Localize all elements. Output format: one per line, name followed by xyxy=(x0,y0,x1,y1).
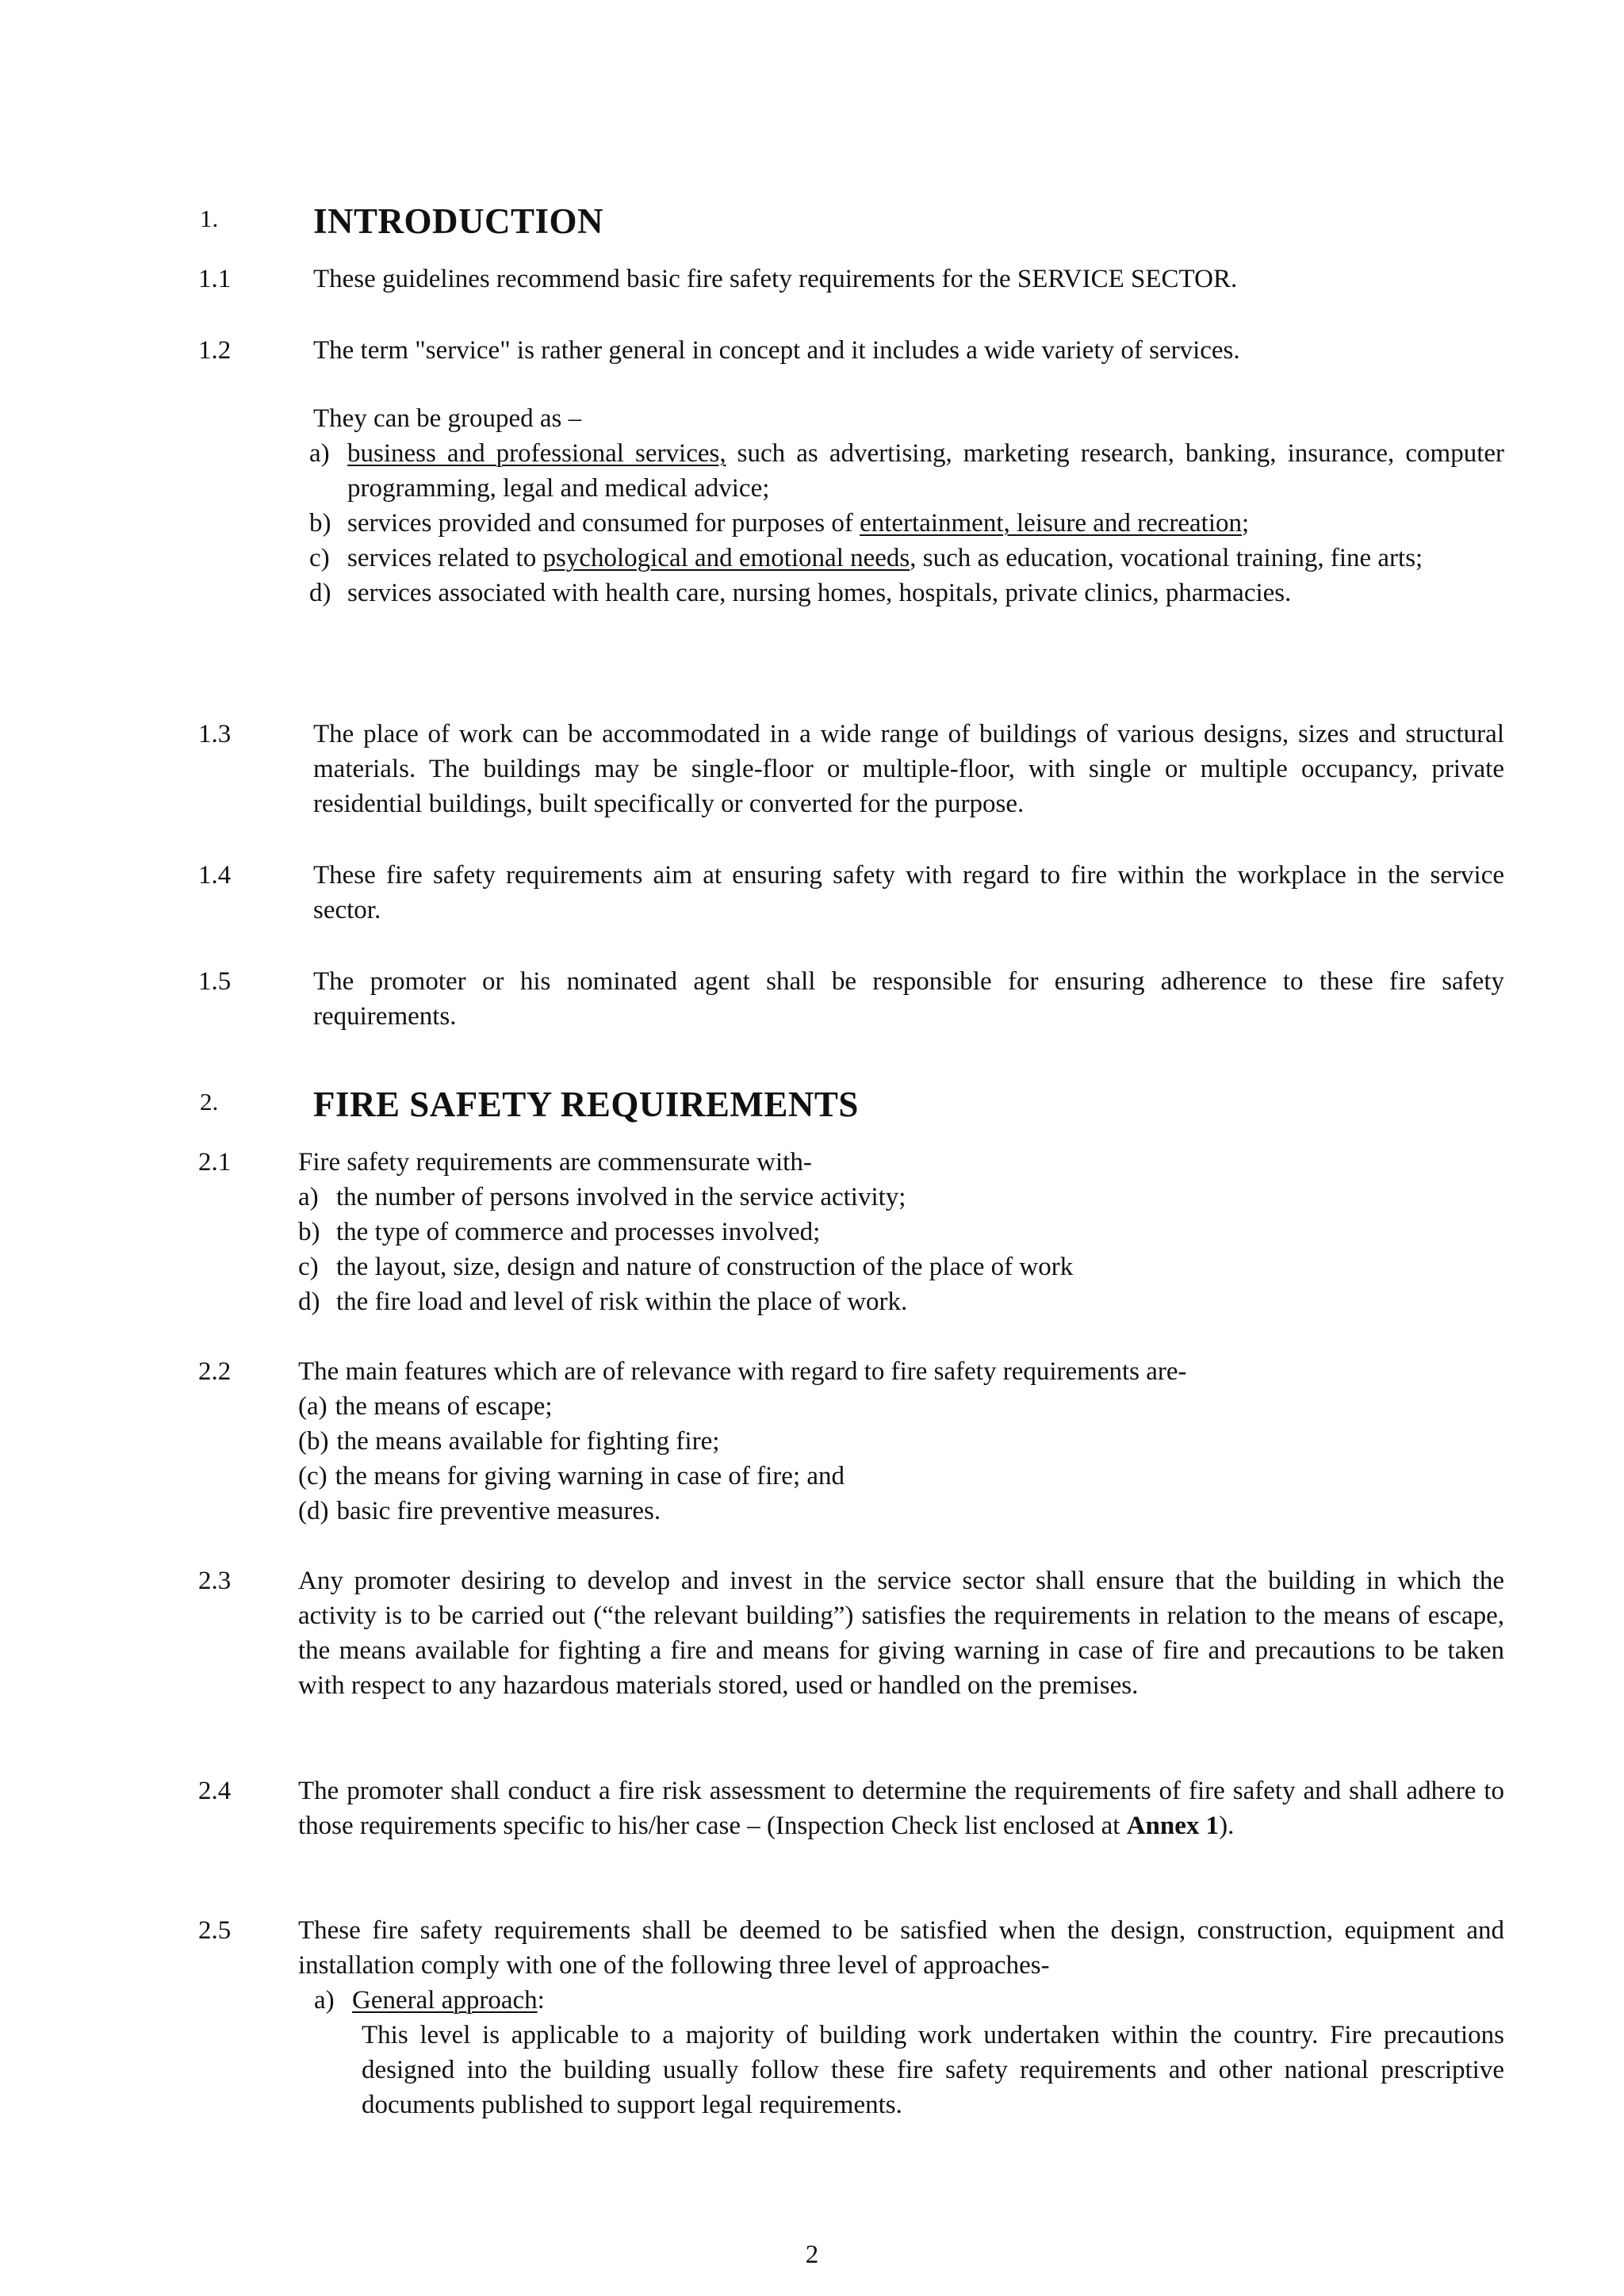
list-label: a) xyxy=(298,1183,319,1211)
paragraph xyxy=(313,964,1504,1034)
list-item xyxy=(298,1424,1504,1459)
para-number: 1.1 xyxy=(198,265,232,293)
para-number: 1.4 xyxy=(198,861,232,890)
paragraph-text: Fire safety requirements are commensurate with- xyxy=(298,1148,812,1177)
list-text: the means available for fighting fire; xyxy=(336,1427,720,1456)
section-title: INTRODUCTION xyxy=(313,201,604,241)
underlined-term: General approach xyxy=(352,1986,538,2015)
list-text-pre: services related to xyxy=(347,544,543,572)
para-number: 1.5 xyxy=(198,967,232,996)
list-text xyxy=(347,541,1504,576)
para-number: 2.4 xyxy=(198,1777,232,1805)
paragraph xyxy=(313,858,1504,928)
paragraph-text: Any promoter desiring to develop and invest in the service sector shall ensure that the building in which the activity is to be carried out (“the relevant building”) satisfies the requirements in relation to the means of escape, the means available for fighting a fire and means for giving warning in case of fire and precautions to be taken with respect to any hazardous materials stored, used or handled on the premises. xyxy=(298,1567,1504,1700)
paragraph xyxy=(313,717,1504,821)
paragraph-text: These guidelines recommend basic fire safety requirements for the SERVICE SECTOR. xyxy=(313,265,1238,293)
features-list xyxy=(298,1389,1504,1529)
paragraph-text: The place of work can be accommodated in a wide range of buildings of various designs, sizes and structural materials. The buildings may be single-floor or multiple-floor, with single or multiple occupancy, private residential buildings, built specifically or converted for the purpose. xyxy=(313,720,1504,818)
approaches-list xyxy=(314,1983,1504,2018)
para-number: 2.2 xyxy=(198,1357,232,1386)
list-item xyxy=(298,1215,1504,1249)
annex-reference: Annex 1 xyxy=(1126,1812,1220,1840)
list-label: b) xyxy=(309,509,331,538)
list-label: d) xyxy=(309,579,331,607)
paragraph xyxy=(313,333,1504,368)
paragraph xyxy=(298,1145,1504,1180)
underlined-term: business and professional services, xyxy=(347,439,726,468)
paragraph-text: The promoter or his nominated agent shall be responsible for ensuring adherence to these fire safety requirements. xyxy=(313,967,1504,1031)
list-text xyxy=(347,436,1504,506)
list-label: b) xyxy=(298,1218,320,1246)
para-number: 2.5 xyxy=(198,1916,232,1945)
list-text-rest: , such as education, vocational training, fine arts; xyxy=(910,544,1423,572)
approach-description xyxy=(362,2018,1504,2122)
list-label: c) xyxy=(298,1253,319,1281)
paragraph xyxy=(313,262,1504,297)
list-item xyxy=(298,1249,1504,1284)
list-text: services associated with health care, nursing homes, hospitals, private clinics, pharmacies. xyxy=(347,579,1292,607)
paragraph-text xyxy=(298,1774,1504,1843)
paragraph xyxy=(298,1913,1504,1983)
list-item xyxy=(309,436,1504,506)
list-item xyxy=(309,506,1504,541)
list-label: a) xyxy=(309,439,330,468)
list-text: the fire load and level of risk within the place of work. xyxy=(336,1288,908,1316)
paragraph xyxy=(298,1774,1504,1843)
paragraph-intro xyxy=(313,401,1504,436)
paragraph-text-tail: ). xyxy=(1219,1812,1235,1840)
paragraph xyxy=(298,1563,1504,1703)
list-text: the layout, size, design and nature of construction of the place of work xyxy=(336,1253,1074,1281)
list-text: the number of persons involved in the service activity; xyxy=(336,1183,906,1211)
list-text-rest: ; xyxy=(1242,509,1250,538)
para-number: 1.2 xyxy=(198,336,232,365)
paragraph xyxy=(298,1354,1504,1389)
list-text xyxy=(347,506,1504,541)
paragraph-text: The term "service" is rather general in concept and it includes a wide variety of services. xyxy=(313,336,1240,365)
underlined-term: entertainment, leisure and recreation xyxy=(860,509,1243,538)
list-item xyxy=(298,1180,1504,1215)
list-label: c) xyxy=(309,544,330,572)
list-text xyxy=(352,1983,1504,2018)
list-label: (a) xyxy=(298,1392,327,1421)
list-text-rest: : xyxy=(537,1986,545,2015)
paragraph-text-main: The promoter shall conduct a fire risk assessment to determine the requirements of fire safety and shall adhere to those requirements specific to his/her case – (Inspection Check list enclosed at xyxy=(298,1777,1504,1840)
list-label: (b) xyxy=(298,1427,329,1456)
list-item xyxy=(309,576,1504,610)
page-number: 2 xyxy=(805,2241,819,2269)
list-label: a) xyxy=(314,1986,335,2015)
list-text: the type of commerce and processes involved; xyxy=(336,1218,821,1246)
section-title: FIRE SAFETY REQUIREMENTS xyxy=(313,1085,859,1124)
section-number: 1. xyxy=(200,205,219,232)
list-text-rest: such as advertising, marketing research, banking, insurance, computer programming, legal and medical advice; xyxy=(347,439,1504,503)
list-item xyxy=(298,1284,1504,1319)
paragraph-text: These fire safety requirements shall be deemed to be satisfied when the design, construction, equipment and installation comply with one of the following three level of approaches- xyxy=(298,1916,1504,1980)
section-number: 2. xyxy=(200,1088,219,1115)
service-list xyxy=(309,436,1504,610)
list-label: d) xyxy=(298,1288,320,1316)
list-item xyxy=(314,1983,1504,2018)
underlined-term: psychological and emotional needs xyxy=(542,544,910,572)
list-item xyxy=(298,1389,1504,1424)
list-item xyxy=(298,1494,1504,1529)
para-number: 2.3 xyxy=(198,1567,232,1595)
list-text: basic fire preventive measures. xyxy=(336,1497,661,1525)
list-item xyxy=(309,541,1504,576)
para-number: 1.3 xyxy=(198,720,232,748)
list-label: (d) xyxy=(298,1497,329,1525)
para-number: 2.1 xyxy=(198,1148,232,1177)
description-text: This level is applicable to a majority of building work undertaken within the country. Fire precautions designed into the building usually follow these fire safety requirements and other national prescriptive documents published to support legal requirements. xyxy=(362,2021,1504,2119)
commensurate-list xyxy=(298,1180,1504,1319)
intro-text: They can be grouped as – xyxy=(313,404,582,433)
paragraph-text: The main features which are of relevance with regard to fire safety requirements are- xyxy=(298,1357,1187,1386)
paragraph-text: These fire safety requirements aim at ensuring safety with regard to fire within the workplace in the service sector. xyxy=(313,861,1504,924)
list-label: (c) xyxy=(298,1462,327,1490)
list-text: the means of escape; xyxy=(335,1392,553,1421)
list-text-pre: services provided and consumed for purposes of xyxy=(347,509,860,538)
list-text: the means for giving warning in case of fire; and xyxy=(335,1462,845,1490)
list-item xyxy=(298,1459,1504,1494)
